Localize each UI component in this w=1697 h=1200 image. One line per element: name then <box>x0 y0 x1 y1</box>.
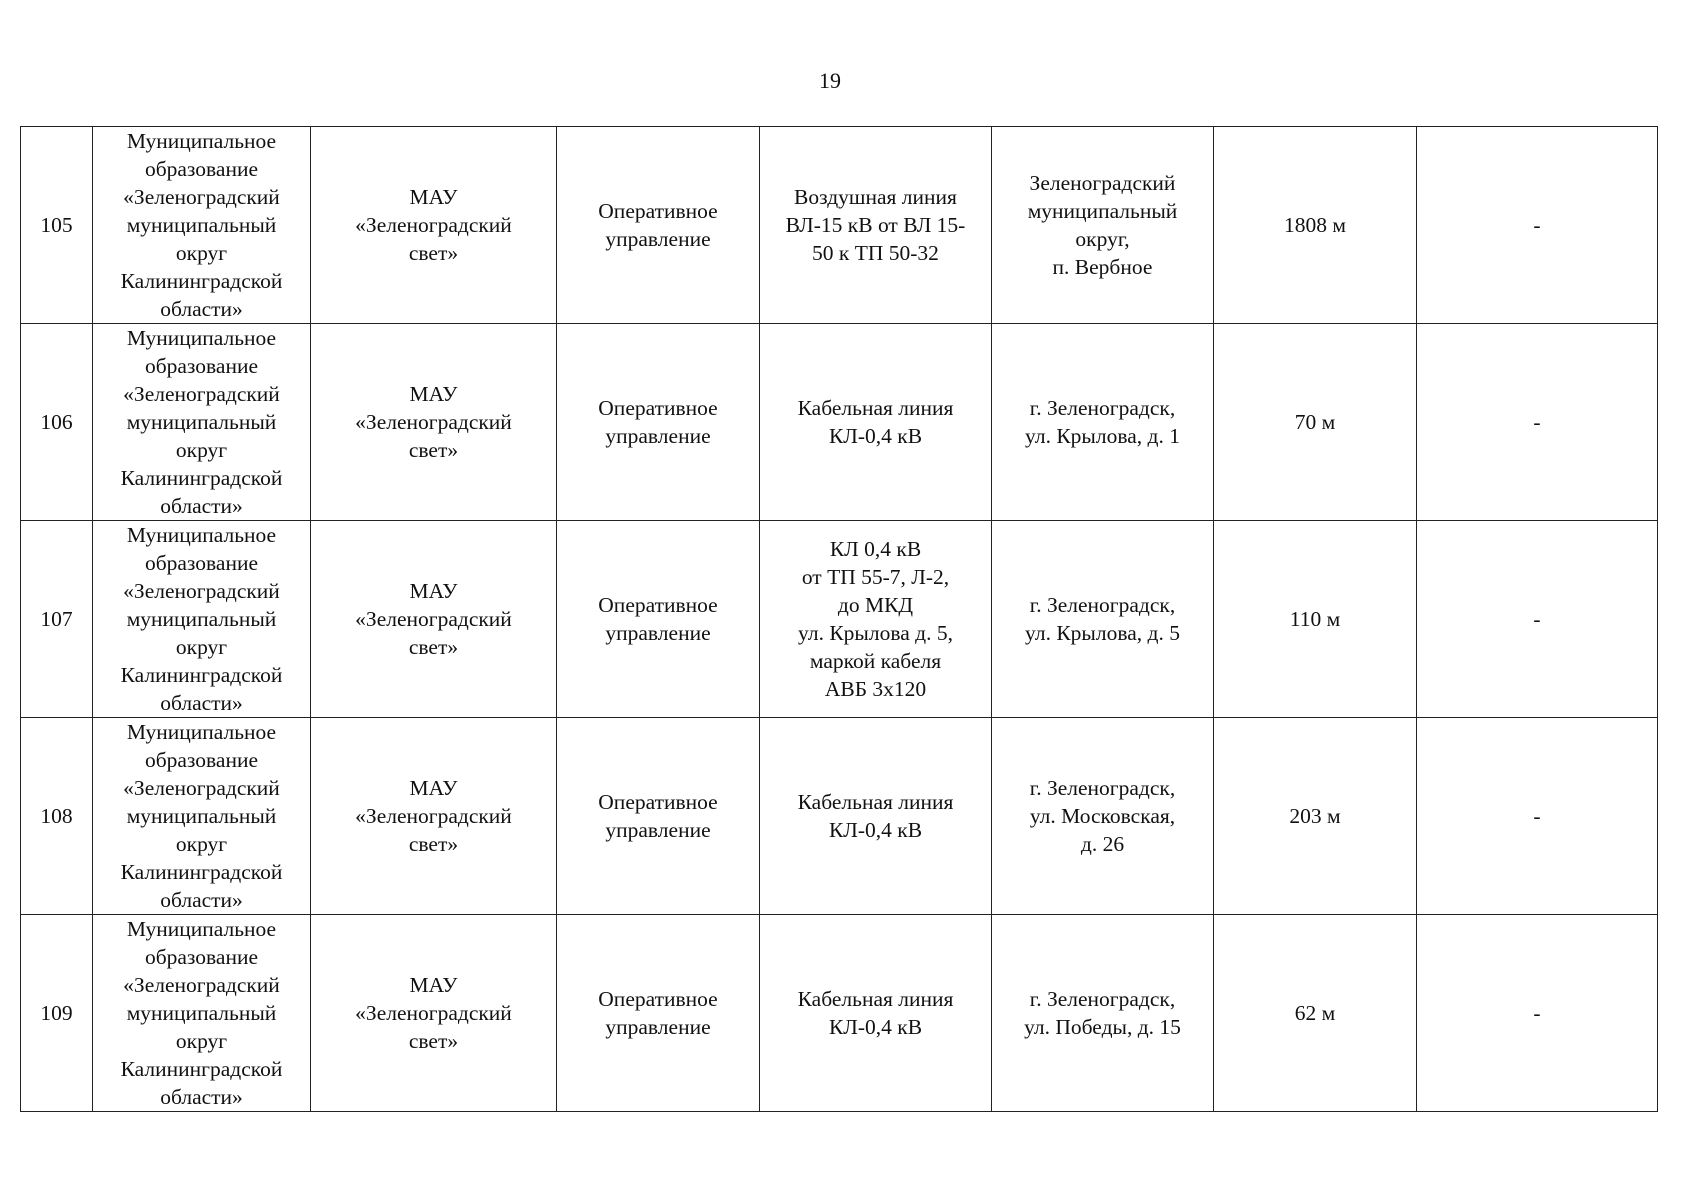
row-number-cell: 106 <box>21 324 93 521</box>
address-cell: г. Зеленоградск, ул. Крылова, д. 5 <box>992 521 1214 718</box>
object-cell: Кабельная линия КЛ-0,4 кВ <box>760 915 992 1112</box>
owner-cell: Муниципальное образование «Зеленоградский муниципальный округ Калининградской области» <box>93 915 311 1112</box>
holder-cell: МАУ «Зеленоградский свет» <box>311 324 557 521</box>
owner-cell: Муниципальное образование «Зеленоградский муниципальный округ Калининградской области» <box>93 718 311 915</box>
row-number-cell: 109 <box>21 915 93 1112</box>
extra-cell: - <box>1417 718 1658 915</box>
length-cell: 70 м <box>1214 324 1417 521</box>
row-number-cell: 107 <box>21 521 93 718</box>
object-cell: Кабельная линия КЛ-0,4 кВ <box>760 324 992 521</box>
owner-cell: Муниципальное образование «Зеленоградский муниципальный округ Калининградской области» <box>93 127 311 324</box>
property-registry-table <box>20 126 1658 1112</box>
right-type-cell: Оперативное управление <box>557 915 760 1112</box>
address-cell: Зеленоградский муниципальный округ, п. Вербное <box>992 127 1214 324</box>
extra-cell: - <box>1417 324 1658 521</box>
length-cell: 1808 м <box>1214 127 1417 324</box>
length-cell: 203 м <box>1214 718 1417 915</box>
length-cell: 110 м <box>1214 521 1417 718</box>
table-row <box>21 127 1658 324</box>
length-cell: 62 м <box>1214 915 1417 1112</box>
row-number-cell: 105 <box>21 127 93 324</box>
table-row <box>21 915 1658 1112</box>
extra-cell: - <box>1417 127 1658 324</box>
owner-cell: Муниципальное образование «Зеленоградский муниципальный округ Калининградской области» <box>93 521 311 718</box>
table-row <box>21 521 1658 718</box>
page-number: 19 <box>819 68 841 93</box>
extra-cell: - <box>1417 521 1658 718</box>
extra-cell: - <box>1417 915 1658 1112</box>
holder-cell: МАУ «Зеленоградский свет» <box>311 521 557 718</box>
table-row <box>21 324 1658 521</box>
object-cell: Кабельная линия КЛ-0,4 кВ <box>760 718 992 915</box>
address-cell: г. Зеленоградск, ул. Победы, д. 15 <box>992 915 1214 1112</box>
table-row <box>21 718 1658 915</box>
holder-cell: МАУ «Зеленоградский свет» <box>311 915 557 1112</box>
right-type-cell: Оперативное управление <box>557 718 760 915</box>
address-cell: г. Зеленоградск, ул. Московская, д. 26 <box>992 718 1214 915</box>
holder-cell: МАУ «Зеленоградский свет» <box>311 718 557 915</box>
address-cell: г. Зеленоградск, ул. Крылова, д. 1 <box>992 324 1214 521</box>
right-type-cell: Оперативное управление <box>557 521 760 718</box>
right-type-cell: Оперативное управление <box>557 127 760 324</box>
right-type-cell: Оперативное управление <box>557 324 760 521</box>
object-cell: КЛ 0,4 кВ от ТП 55-7, Л-2, до МКД ул. Крылова д. 5, маркой кабеля АВБ 3х120 <box>760 521 992 718</box>
owner-cell: Муниципальное образование «Зеленоградский муниципальный округ Калининградской области» <box>93 324 311 521</box>
holder-cell: МАУ «Зеленоградский свет» <box>311 127 557 324</box>
row-number-cell: 108 <box>21 718 93 915</box>
object-cell: Воздушная линия ВЛ-15 кВ от ВЛ 15- 50 к ТП 50-32 <box>760 127 992 324</box>
